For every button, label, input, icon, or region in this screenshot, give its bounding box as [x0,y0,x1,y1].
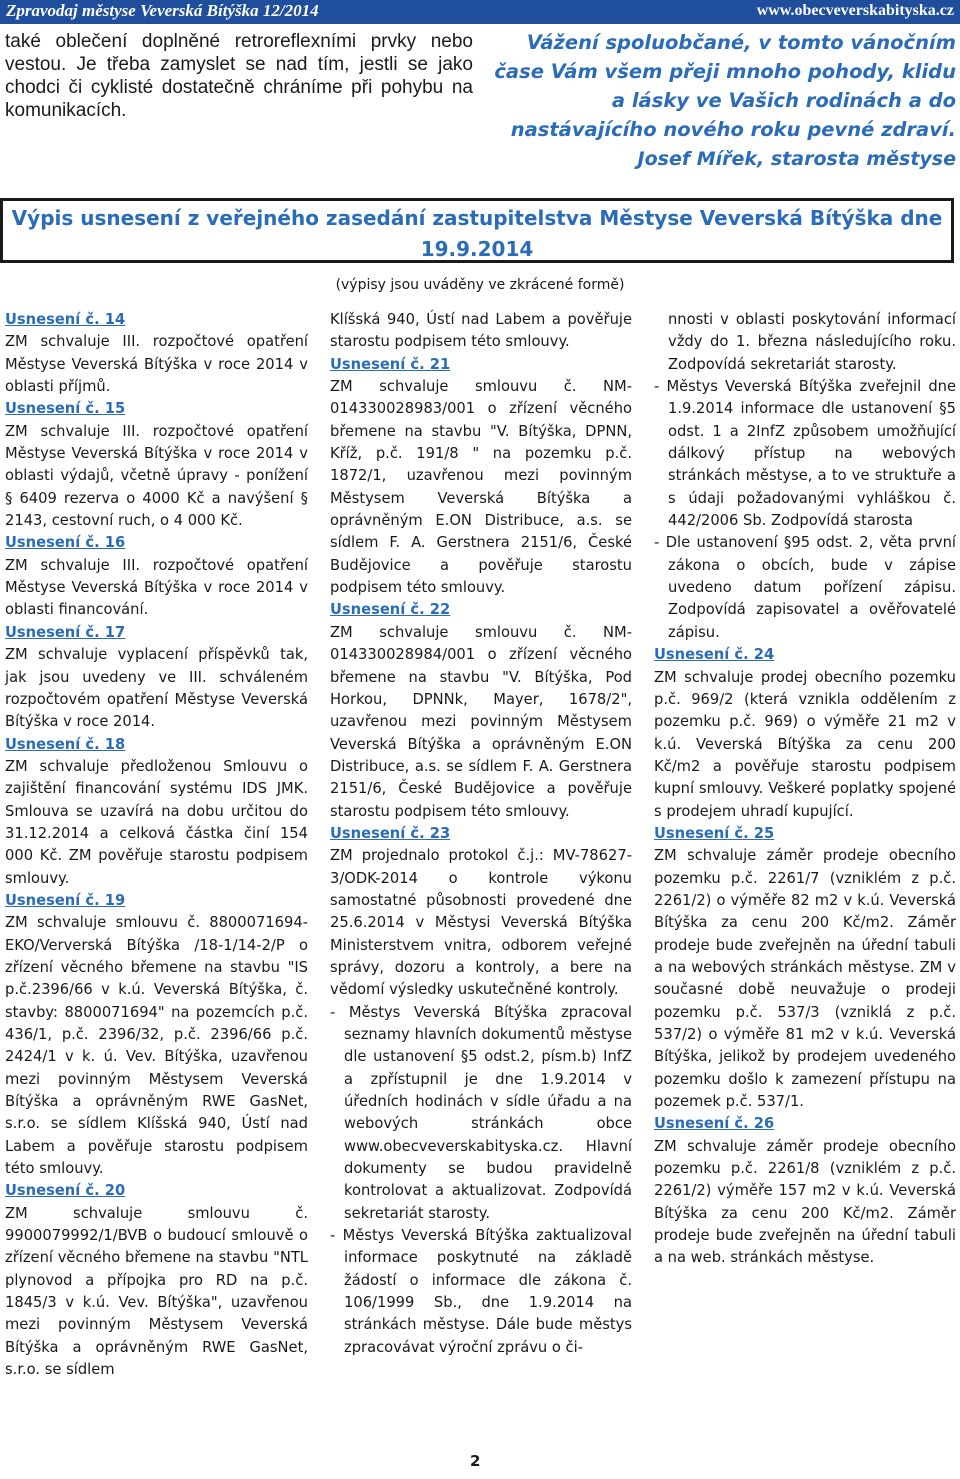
resolution-text: ZM schvaluje vyplacení příspěvků tak, jak jsou uvedeny ve III. schváleném rozpočtovém opatření Městyse Veverská Bítýška v roce 2014. [5,646,308,731]
resolution-heading: Usnesení č. 18 [5,735,126,753]
resolution-heading: Usnesení č. 25 [654,824,775,842]
column-left [5,309,308,1382]
resolution-heading: Usnesení č. 23 [330,824,451,842]
resolution-text: ZM schvaluje smlouvu č. 9900079992/1/BVB o budoucí smlouvě o zřízení věcného břemene na stavbu "NTL plynovod a přípojka pro RD na p.č. 1845/3 v k.ú. Vev. Bítýška", uzavřenou mezi povinným Městysem Veverská Bítýška a oprávněným RWE GasNet, s.r.o. se sídlem [5,1204,308,1379]
resolution-heading: Usnesení č. 17 [5,623,126,641]
bullet-item: - Městys Veverská Bítýška zveřejnil dne 1.9.2014 informace dle ustanovení §5 odst. 1 a 2InfZ způsobem umožňující dálkový přístup na webových stránkách městyse, a to ve struktuře a s údaji požadovanými vyhláškou č. 442/2006 Sb. Zodpovídá starosta [654,378,956,530]
christmas-greeting: Vážení spoluobčané, v tomto vánočním čase Vám všem přeji mnoho pohody, klidu a lásky ve Vašich rodinách a do nastávajícího nového roku pevné zdraví. [494,31,956,141]
column-middle [330,309,632,1359]
resolution-text: Klíšská 940, Ústí nad Labem a pověřuje starostu podpisem této smlouvy. [330,311,632,351]
resolution-text: ZM schvaluje III. rozpočtové opatření Městyse Veverská Bítýška v roce 2014 v oblasti financování. [5,556,308,619]
resolution-heading: Usnesení č. 20 [5,1182,126,1200]
page-number: 2 [470,1452,481,1470]
resolution-heading: Usnesení č. 14 [5,311,126,328]
resolution-heading: Usnesení č. 19 [5,891,126,909]
resolution-heading: Usnesení č. 15 [5,400,126,418]
resolution-text: ZM schvaluje smlouvu č. NM-014330028983/001 o zřízení věcného břemene na stavbu "V. Bítýška, DPNN, Kříž, p.č. 191/8 " na pozemku p.č. 1872/1, uzavřenou mezi povinným Městysem Veverská Bítýška a oprávněným E.ON Distribuce, a.s. se sídlem F. A. Gerstnera 2151/6, České Budějovice a pověřuje starostu podpisem této smlouvy. [330,378,632,597]
column-right [654,309,956,1270]
website-link[interactable]: www.obecveverskabityska.cz [756,2,954,19]
resolution-heading: Usnesení č. 22 [330,601,451,619]
section-subtitle: (výpisy jsou uváděny ve zkrácené formě) [335,277,625,293]
resolution-text: ZM schvaluje předloženou Smlouvu o zajištění financování systému IDS JMK. Smlouva se uzavírá na dobu určitou do 31.12.2014 a celková částka činí 154 000 Kč. ZM pověřuje starostu podpisem smlouvy. [5,757,308,887]
section-title: Výpis usnesení z veřejného zasedání zastupitelstva Městyse Veverská Bítýška dne 19.9.2014 [0,198,954,263]
resolution-text: ZM schvaluje prodej obecního pozemku p.č. 969/2 (která vznikla oddělením z pozemku p.č. 969) o výměře 21 m2 v k.ú. Veverská Bítýška za cenu 200 Kč/m2 a pověřuje starostu podpisem kupní smlouvy. Veškeré poplatky spojené s prodejem uhradí kupující. [654,668,956,820]
intro-paragraph: také oblečení doplněné retroreflexními prvky nebo vestou. Je třeba zamyslet se nad tím, jestli se jako chodci či cyklisté dostatečně chráníme při pohybu na komunikacích. [5,31,473,121]
resolution-text: ZM schvaluje III. rozpočtové opatření Městyse Veverská Bítýška v roce 2014 v oblasti výdajů, včetně úpravy - ponížení § 6409 rezerva o 4000 Kč a navýšení § 2143, cestovní ruch, o 4 000 Kč. [5,422,308,530]
bullet-item: - Městys Veverská Bítýška zpracoval seznamy hlavních dokumentů městyse dle ustanovení §5 odst.2, písm.b) InfZ a zpřístupnil je dne 1.9.2014 v úředních hodinách v sídle úřadu a na webových stránkách obce www.obecveverskabityska.cz. Hlavní dokumenty se budou pravidelně kontrolovat a aktualizovat. Zodpovídá sekretariát starosty. [330,1003,632,1222]
resolution-text: nnosti v oblasti poskytování informací vždy do 1. března následujícího roku. Zodpovídá sekretariát starosty. [668,311,956,373]
newsletter-title: Zpravodaj městyse Veverská Bítýška 12/2014 [6,1,319,20]
resolution-text: ZM schvaluje záměr prodeje obecního pozemku p.č. 2261/7 (vzniklém z p.č. 2261/2) o výměře 82 m2 v k.ú. Veverská Bítýška za cenu 200 Kč/m2. Záměr prodeje bude zveřejněn na úřední tabuli a na webových stránkách městyse. ZM v současné době neuvažuje o prodeji pozemku p.č. 537/3 (vzniklá z p.č. 537/2) o výměře 81 m2 v k.ú. Veverská Bítýška, jelikož by prodejem uvedeného pozemku došlo k zamezení přístupu na pozemek p.č. 537/1. [654,847,956,1111]
resolution-heading: Usnesení č. 26 [654,1115,775,1133]
bullet-item: - Městys Veverská Bítýška zaktualizoval informace poskytnuté na základě žádostí o informace dle zákona č. 106/1999 Sb., dne 1.9.2014 na stránkách městyse. Dále bude městys zpracovávat výroční zprávu o či- [330,1227,632,1356]
resolution-text: ZM schvaluje záměr prodeje obecního pozemku p.č. 2261/8 (vzniklém z p.č. 2261/2) výměře 157 m2 v k.ú. Veverská Bítýška za cenu 200 Kč/m2. Záměr prodeje bude zveřejněn na úřední tabuli a na web. stránkách městyse. [654,1137,956,1267]
bullet-item: - Dle ustanovení §95 odst. 2, věta první zákona o obcích, bude v zápise uvedeno datum pořízení zápisu. Zodpovídá zapisovatel a ověřovatelé zápisu. [654,534,956,641]
resolution-heading: Usnesení č. 16 [5,534,126,552]
resolution-text: ZM projednalo protokol č.j.: MV-78627-3/ODK-2014 o kontrole výkonu samostatné působnosti provedené dne 25.6.2014 v Městysi Veverská Bítýška Ministerstvem vnitra, odborem veřejné správy, dozoru a kontroly, a bere na vědomí výsledky uskutečněné kontroly. [330,847,632,999]
header-bar [0,0,960,24]
resolution-heading: Usnesení č. 24 [654,646,775,664]
resolution-text: ZM schvaluje III. rozpočtové opatření Městyse Veverská Bítýška v roce 2014 v oblasti příjmů. [5,333,308,396]
resolution-text: ZM schvaluje smlouvu č. 8800071694-EKO/Ververská Bítýška /18-1/14-2/P o zřízení věcného břemene na stavbu "IS p.č.2396/66 v k.ú. Veverská Bítýška, č. stavby: 8800071694" na pozemcích p.č. 436/1, p.č. 2396/32, p.č. 2396/66 p.č. 2424/1 v k. ú. Vev. Bítýška, uzavřenou mezi povinným Městysem Veverská Bítýška a oprávněným RWE GasNet, s.r.o. se sídlem Klíšská 940, Ústí nad Labem a pověřuje starostu podpisem této smlouvy. [5,914,308,1178]
resolution-text: ZM schvaluje smlouvu č. NM-014330028984/001 o zřízení věcného břemene na stavbu "V. Bítýška, Pod Horkou, DPNNk, Mayer, 1678/2", uzavřenou mezi povinným Městysem Veverská Bítýška a oprávněným E.ON Distribuce, a.s. se sídlem F. A. Gerstnera 2151/6, České Budějovice a pověřuje starostu podpisem této smlouvy. [330,623,632,820]
resolution-heading: Usnesení č. 21 [330,355,451,373]
mayor-signature: Josef Mířek, starosta městyse [637,148,956,170]
